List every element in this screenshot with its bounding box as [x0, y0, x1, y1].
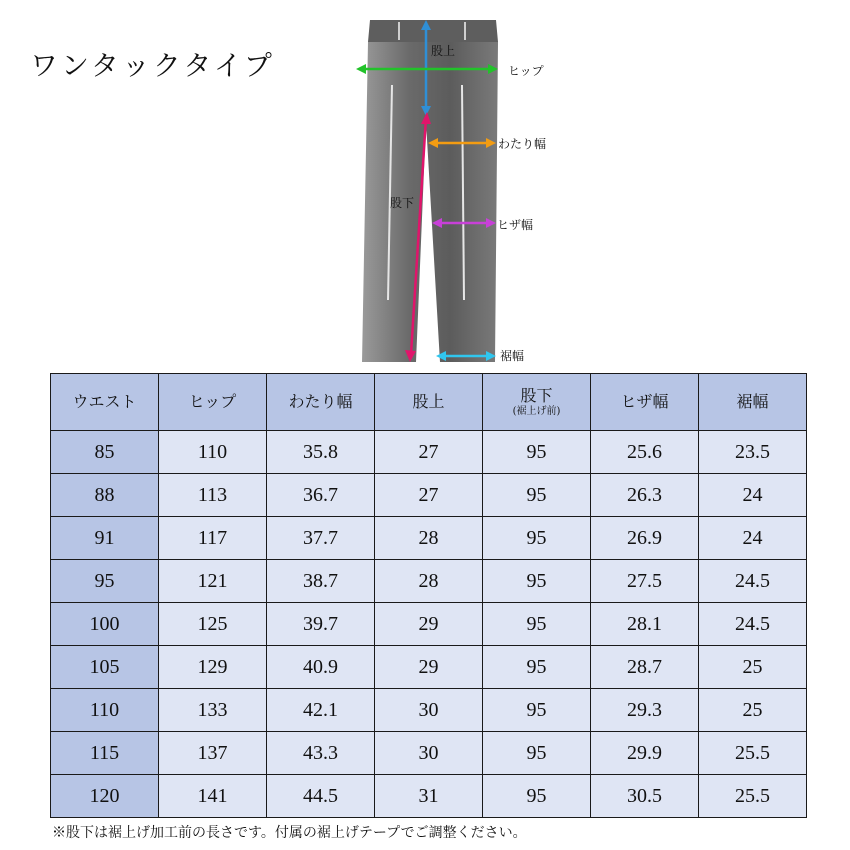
- hem-width-label: 裾幅: [500, 349, 525, 363]
- pants-illustration: [330, 10, 610, 370]
- table-cell: 24: [699, 517, 807, 560]
- table-cell: 42.1: [267, 689, 375, 732]
- table-cell: 38.7: [267, 560, 375, 603]
- table-cell: 95: [483, 689, 591, 732]
- knee-width-label: ヒザ幅: [497, 218, 534, 232]
- table-cell: 28: [375, 560, 483, 603]
- table-cell: 25: [699, 689, 807, 732]
- table-cell: 141: [159, 775, 267, 818]
- table-cell: 30: [375, 689, 483, 732]
- size-table: [50, 373, 807, 818]
- table-body: [51, 431, 807, 818]
- waist-cell: 91: [51, 517, 159, 560]
- table-cell: 27: [375, 474, 483, 517]
- waist-cell: 85: [51, 431, 159, 474]
- inseam-label: 股下: [390, 196, 415, 210]
- waist-cell: 105: [51, 646, 159, 689]
- table-cell: 121: [159, 560, 267, 603]
- table-cell: 137: [159, 732, 267, 775]
- table-cell: 23.5: [699, 431, 807, 474]
- table-cell: 95: [483, 646, 591, 689]
- table-cell: 125: [159, 603, 267, 646]
- header-thigh-width: わたり幅: [267, 374, 375, 431]
- table-cell: 24.5: [699, 603, 807, 646]
- table-cell: 43.3: [267, 732, 375, 775]
- rise-label: 股上: [431, 44, 456, 58]
- table-cell: 31: [375, 775, 483, 818]
- table-row: [51, 775, 807, 818]
- table-cell: 28: [375, 517, 483, 560]
- waist-cell: 100: [51, 603, 159, 646]
- table-cell: 110: [159, 431, 267, 474]
- footnote: ※股下は裾上げ加工前の長さです。付属の裾上げテープでご調整ください。: [52, 825, 527, 841]
- table-cell: 28.1: [591, 603, 699, 646]
- header-inseam-label: 股下: [520, 386, 553, 406]
- table-row: [51, 646, 807, 689]
- table-cell: 29.3: [591, 689, 699, 732]
- table-cell: 27.5: [591, 560, 699, 603]
- header-inseam: [483, 374, 591, 431]
- table-cell: 95: [483, 560, 591, 603]
- header-hem-width: 裾幅: [699, 374, 807, 431]
- table-cell: 36.7: [267, 474, 375, 517]
- table-cell: 95: [483, 517, 591, 560]
- header-hip: ヒップ: [159, 374, 267, 431]
- table-row: [51, 732, 807, 775]
- table-cell: 25: [699, 646, 807, 689]
- table-cell: 113: [159, 474, 267, 517]
- table-cell: 133: [159, 689, 267, 732]
- table-cell: 40.9: [267, 646, 375, 689]
- table-row: [51, 560, 807, 603]
- table-cell: 95: [483, 431, 591, 474]
- pants-body: [362, 42, 498, 362]
- table-cell: 129: [159, 646, 267, 689]
- table-cell: 95: [483, 474, 591, 517]
- thigh-width-label: わたり幅: [498, 137, 547, 151]
- table-cell: 44.5: [267, 775, 375, 818]
- waist-cell: 120: [51, 775, 159, 818]
- table-header-row: [51, 374, 807, 431]
- table-cell: 35.8: [267, 431, 375, 474]
- table-cell: 117: [159, 517, 267, 560]
- header-waist: ウエスト: [51, 374, 159, 431]
- table-cell: 25.6: [591, 431, 699, 474]
- table-cell: 37.7: [267, 517, 375, 560]
- table-cell: 30: [375, 732, 483, 775]
- table-cell: 95: [483, 775, 591, 818]
- table-cell: 27: [375, 431, 483, 474]
- table-cell: 29: [375, 646, 483, 689]
- waistband: [368, 20, 498, 42]
- table-row: [51, 689, 807, 732]
- table-cell: 24.5: [699, 560, 807, 603]
- table-row: [51, 431, 807, 474]
- table-cell: 95: [483, 732, 591, 775]
- table-row: [51, 517, 807, 560]
- page-title: ワンタックタイプ: [30, 49, 275, 82]
- table-cell: 26.3: [591, 474, 699, 517]
- waist-cell: 88: [51, 474, 159, 517]
- waist-cell: 95: [51, 560, 159, 603]
- table-row: [51, 474, 807, 517]
- pants-measurement-diagram: [330, 10, 610, 370]
- header-knee-width: ヒザ幅: [591, 374, 699, 431]
- table-cell: 29.9: [591, 732, 699, 775]
- table-cell: 25.5: [699, 775, 807, 818]
- table-cell: 28.7: [591, 646, 699, 689]
- table-cell: 95: [483, 603, 591, 646]
- header-rise: 股上: [375, 374, 483, 431]
- table-cell: 30.5: [591, 775, 699, 818]
- table-cell: 39.7: [267, 603, 375, 646]
- hip-label: ヒップ: [508, 64, 544, 78]
- table-cell: 24: [699, 474, 807, 517]
- table-cell: 29: [375, 603, 483, 646]
- waist-cell: 110: [51, 689, 159, 732]
- waist-cell: 115: [51, 732, 159, 775]
- table-cell: 25.5: [699, 732, 807, 775]
- table-cell: 26.9: [591, 517, 699, 560]
- header-inseam-note: (裾上げ前): [512, 405, 561, 417]
- table-row: [51, 603, 807, 646]
